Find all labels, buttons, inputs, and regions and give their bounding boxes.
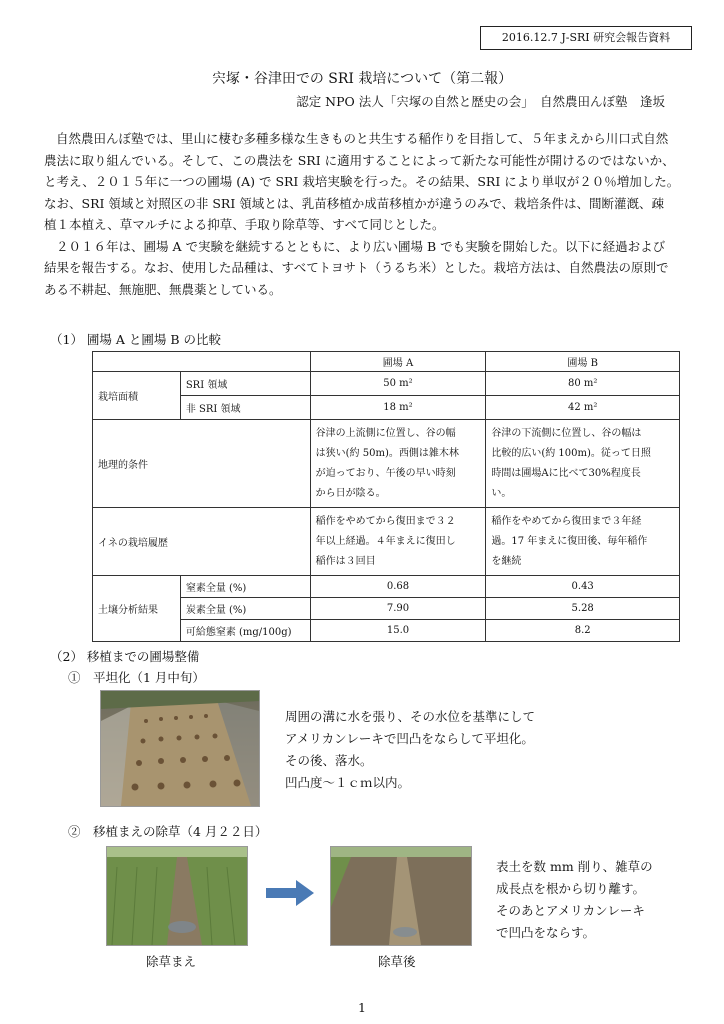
sri-label: SRI 領域 — [180, 372, 310, 396]
nonsri-area-a: 18 m² — [310, 396, 486, 420]
caption-before-weeding: 除草まえ — [146, 954, 197, 969]
history-a-line: 稲作は３回目 — [315, 555, 376, 567]
nitrogen-label: 窒素全量 (%) — [180, 576, 310, 598]
available-nitrogen-a: 15.0 — [310, 620, 486, 642]
step1-heading: ① 平坦化（1 月中旬） — [68, 670, 205, 685]
area-label: 栽培面積 — [93, 372, 181, 420]
step2-heading: ② 移植まえの除草（4 月２２日） — [68, 824, 268, 839]
table-header-row — [93, 352, 680, 372]
nonsri-area-b: 42 m² — [486, 396, 680, 420]
intro-line: ２０１６年は、圃場 A で実験を継続するとともに、より広い圃場 B でも実験を開始した。以下に経過および — [56, 238, 666, 254]
geo-a-line: は狭い(約 50m)。西側は雑木林 — [315, 447, 459, 459]
intro-line: 自然農田んぼ塾では、里山に棲む多種多様な生きものと共生する稲作りを目指して、５年まえから川口式自然 — [56, 131, 669, 146]
intro-paragraph — [44, 128, 684, 300]
before-weeding-image — [107, 847, 247, 945]
after-weeding-image — [331, 847, 471, 945]
intro-line: なお、SRI 領域と対照区の非 SRI 領域とは、乳苗移植か成苗移植かが違うのみで、栽培条件は、間断灌漑、疎 — [44, 195, 664, 211]
available-nitrogen-b: 8.2 — [486, 620, 680, 642]
col-field-b: 圃場 B — [486, 352, 680, 372]
intro-line: 結果を報告する。なお、使用した品種は、すべてトヨサト（うるち米）とした。栽培方法は、自然農法の原則で — [44, 260, 669, 275]
history-field-b — [486, 508, 680, 576]
after-weeding-photo — [330, 846, 472, 946]
history-b-line: を継続 — [491, 555, 522, 567]
nonsri-label: 非 SRI 領域 — [180, 396, 310, 420]
step1-line: その後、落水。 — [285, 753, 373, 768]
geo-b-line: 比較的広い(約 100m)。従って日照 — [491, 447, 651, 459]
nitrogen-a: 0.68 — [310, 576, 486, 598]
sri-area-b: 80 m² — [486, 372, 680, 396]
empty-header-cell — [93, 352, 311, 372]
table-row — [93, 598, 680, 620]
field-comparison-table — [92, 351, 680, 642]
geo-a-line: 谷津の上流側に位置し、谷の幅 — [315, 427, 456, 439]
intro-line: 農法に取り組んでいる。そして、この農法を SRI に適用することによって新たな可能性が開けるのではないか、 — [44, 152, 675, 168]
caption-after-weeding: 除草後 — [378, 954, 416, 969]
col-field-a: 圃場 A — [310, 352, 486, 372]
geo-a-line: が迫っており、午後の早い時刻 — [315, 467, 456, 479]
intro-line: と考え、２０１５年に一つの圃場 (A) で SRI 栽培実験を行った。その結果、SRI により単収が２０％増加した。 — [44, 174, 680, 189]
geo-b-line: い。 — [491, 487, 512, 499]
step2-line: 成長点を根から切り離す。 — [496, 881, 646, 896]
step2-line: そのあとアメリカンレーキ — [496, 903, 645, 918]
history-a-line: 稲作をやめてから復田まで３２ — [315, 515, 456, 527]
geo-b-line: 時間は圃場Aに比べて30%程度長 — [491, 467, 641, 479]
carbon-b: 5.28 — [486, 598, 680, 620]
history-label: イネの栽培履歴 — [93, 508, 311, 576]
arrow-right-icon — [266, 880, 314, 906]
step1-description — [285, 706, 535, 794]
carbon-a: 7.90 — [310, 598, 486, 620]
nitrogen-b: 0.43 — [486, 576, 680, 598]
table-row — [93, 508, 680, 576]
step1-line: 凹凸度〜１ｃｍ以内。 — [285, 775, 411, 790]
table-row — [93, 576, 680, 598]
table-row — [93, 372, 680, 396]
geo-label: 地理的条件 — [93, 420, 311, 508]
section2-heading: （2） 移植までの圃場整備 — [50, 649, 200, 664]
history-b-line: 過。17 年まえに復田後、毎年稲作 — [491, 535, 648, 547]
carbon-label: 炭素全量 (%) — [180, 598, 310, 620]
before-weeding-photo — [106, 846, 248, 946]
table-row — [93, 396, 680, 420]
page-number: 1 — [358, 1000, 366, 1015]
history-field-a — [310, 508, 486, 576]
geo-b-line: 谷津の下流側に位置し、谷の幅は — [491, 427, 642, 439]
step2-description — [496, 856, 653, 944]
step1-line: 周囲の溝に水を張り、その水位を基準にして — [285, 709, 536, 724]
leveling-photo — [100, 690, 260, 807]
report-header-box: 2016.12.7 J-SRI 研究会報告資料 — [480, 26, 692, 50]
geo-a-line: から日が陰る。 — [315, 487, 386, 499]
table-row — [93, 420, 680, 508]
document-title: 宍塚・谷津田での SRI 栽培について（第二報） — [211, 71, 513, 87]
geo-field-b — [486, 420, 680, 508]
history-a-line: 年以上経過。４年まえに復田し — [315, 535, 456, 547]
available-nitrogen-label: 可給態窒素 (mg/100g) — [180, 620, 310, 642]
author-line: 認定 NPO 法人「宍塚の自然と歴史の会」 自然農田んぼ塾 逢坂 — [296, 94, 665, 109]
intro-line: ある不耕起、無施肥、無農薬としている。 — [44, 281, 282, 297]
section1-heading: （1） 圃場 A と圃場 B の比較 — [50, 332, 222, 347]
leveling-photo-image — [101, 691, 259, 806]
table-row — [93, 620, 680, 642]
geo-field-a — [310, 420, 486, 508]
history-b-line: 稲作をやめてから復田まで３年経 — [491, 515, 642, 527]
step2-line: で凹凸をならす。 — [496, 925, 596, 940]
intro-line: 植１本植え、草マルチによる抑草、手取り除草等、すべて同じとした。 — [44, 217, 445, 232]
step1-line: アメリカンレーキで凹凸をならして平坦化。 — [285, 731, 534, 746]
soil-label: 土壌分析結果 — [93, 576, 181, 642]
sri-area-a: 50 m² — [310, 372, 486, 396]
step2-line: 表土を数 mm 削り、雑草の — [496, 859, 653, 874]
